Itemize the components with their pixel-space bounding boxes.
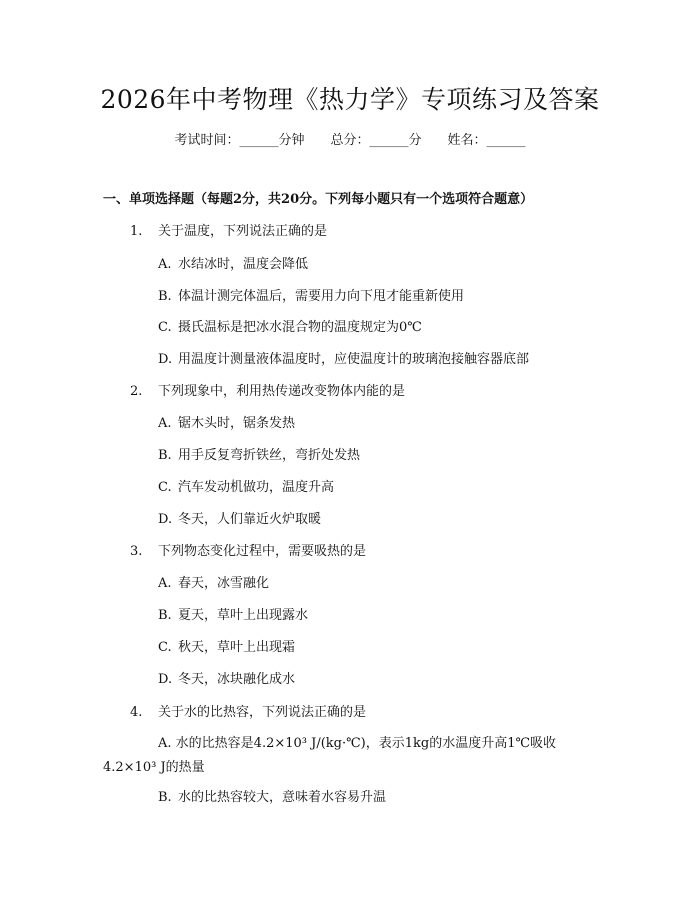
option-item	[158, 788, 386, 808]
option-text: 用温度计测量液体温度时，应使温度计的玻璃泡接触容器底部	[178, 352, 530, 367]
question-text: 下列物态变化过程中，需要吸热的是	[158, 544, 367, 559]
option-label: D.	[158, 512, 173, 527]
option-text: 锯木头时，锯条发热	[178, 416, 296, 431]
option-item	[158, 510, 321, 530]
option-label: C.	[158, 480, 172, 495]
question-text: 下列现象中，利用热传递改变物体内能的是	[158, 384, 406, 399]
question-text: 关于温度，下列说法正确的是	[158, 224, 328, 239]
option-label: A.	[158, 416, 172, 431]
option-label: A.	[158, 257, 172, 272]
option-text: 水的比热容是4.2×10³ J/(kg·℃)，表示1kg的水温度升高1℃吸收4.2×10³ J的热量	[103, 736, 557, 775]
option-label: B.	[158, 289, 172, 304]
option-label: D.	[158, 672, 173, 687]
question-stem	[130, 703, 366, 723]
question-number: 2.	[130, 384, 143, 399]
option-text: 汽车发动机做功，温度升高	[178, 480, 335, 495]
option-item	[158, 638, 295, 658]
question-stem	[130, 382, 405, 402]
option-item	[158, 414, 295, 434]
option-label: A.	[158, 736, 172, 751]
option-item	[158, 446, 360, 466]
option-label: C.	[158, 320, 172, 335]
question-number: 1.	[130, 224, 143, 239]
option-item	[158, 670, 295, 690]
option-label: A.	[158, 576, 172, 591]
exam-time-field: 考试时间：______分钟	[174, 133, 305, 148]
exam-meta	[0, 131, 700, 151]
option-text: 秋天，草叶上出现霜	[178, 640, 296, 655]
question-text: 关于水的比热容，下列说法正确的是	[158, 705, 367, 720]
total-score-field: 总分：______分	[330, 133, 422, 148]
option-text: 春天，冰雪融化	[178, 576, 270, 591]
question-number: 4.	[130, 705, 143, 720]
option-label: B.	[158, 608, 172, 623]
option-label: B.	[158, 790, 172, 805]
option-text: 体温计测完体温后，需要用力向下甩才能重新使用	[178, 289, 465, 304]
option-text: 用手反复弯折铁丝，弯折处发热	[178, 448, 361, 463]
option-label: D.	[158, 352, 173, 367]
question-stem	[130, 542, 366, 562]
section-heading: 一、单项选择题（每题2分，共20分。下列每小题只有一个选项符合题意）	[103, 192, 534, 207]
option-item	[158, 574, 269, 594]
option-text: 水的比热容较大，意味着水容易升温	[178, 790, 387, 805]
option-item	[158, 606, 308, 626]
student-name-field: 姓名：______	[447, 133, 526, 148]
option-text: 冬天，冰块融化成水	[178, 672, 296, 687]
option-text: 夏天，草叶上出现露水	[178, 608, 309, 623]
option-text: 摄氏温标是把冰水混合物的温度规定为0℃	[178, 320, 422, 335]
option-text: 冬天，人们靠近火炉取暖	[178, 512, 322, 527]
question-stem	[130, 222, 327, 242]
option-item	[158, 287, 464, 307]
option-item	[158, 255, 308, 275]
option-item	[158, 478, 334, 498]
option-item	[158, 350, 529, 370]
question-number: 3.	[130, 544, 143, 559]
option-item	[158, 318, 422, 338]
option-item	[103, 732, 603, 780]
option-text: 水结冰时，温度会降低	[178, 257, 309, 272]
option-label: B.	[158, 448, 172, 463]
option-label: C.	[158, 640, 172, 655]
page-title: 2026年中考物理《热力学》专项练习及答案	[100, 85, 600, 114]
